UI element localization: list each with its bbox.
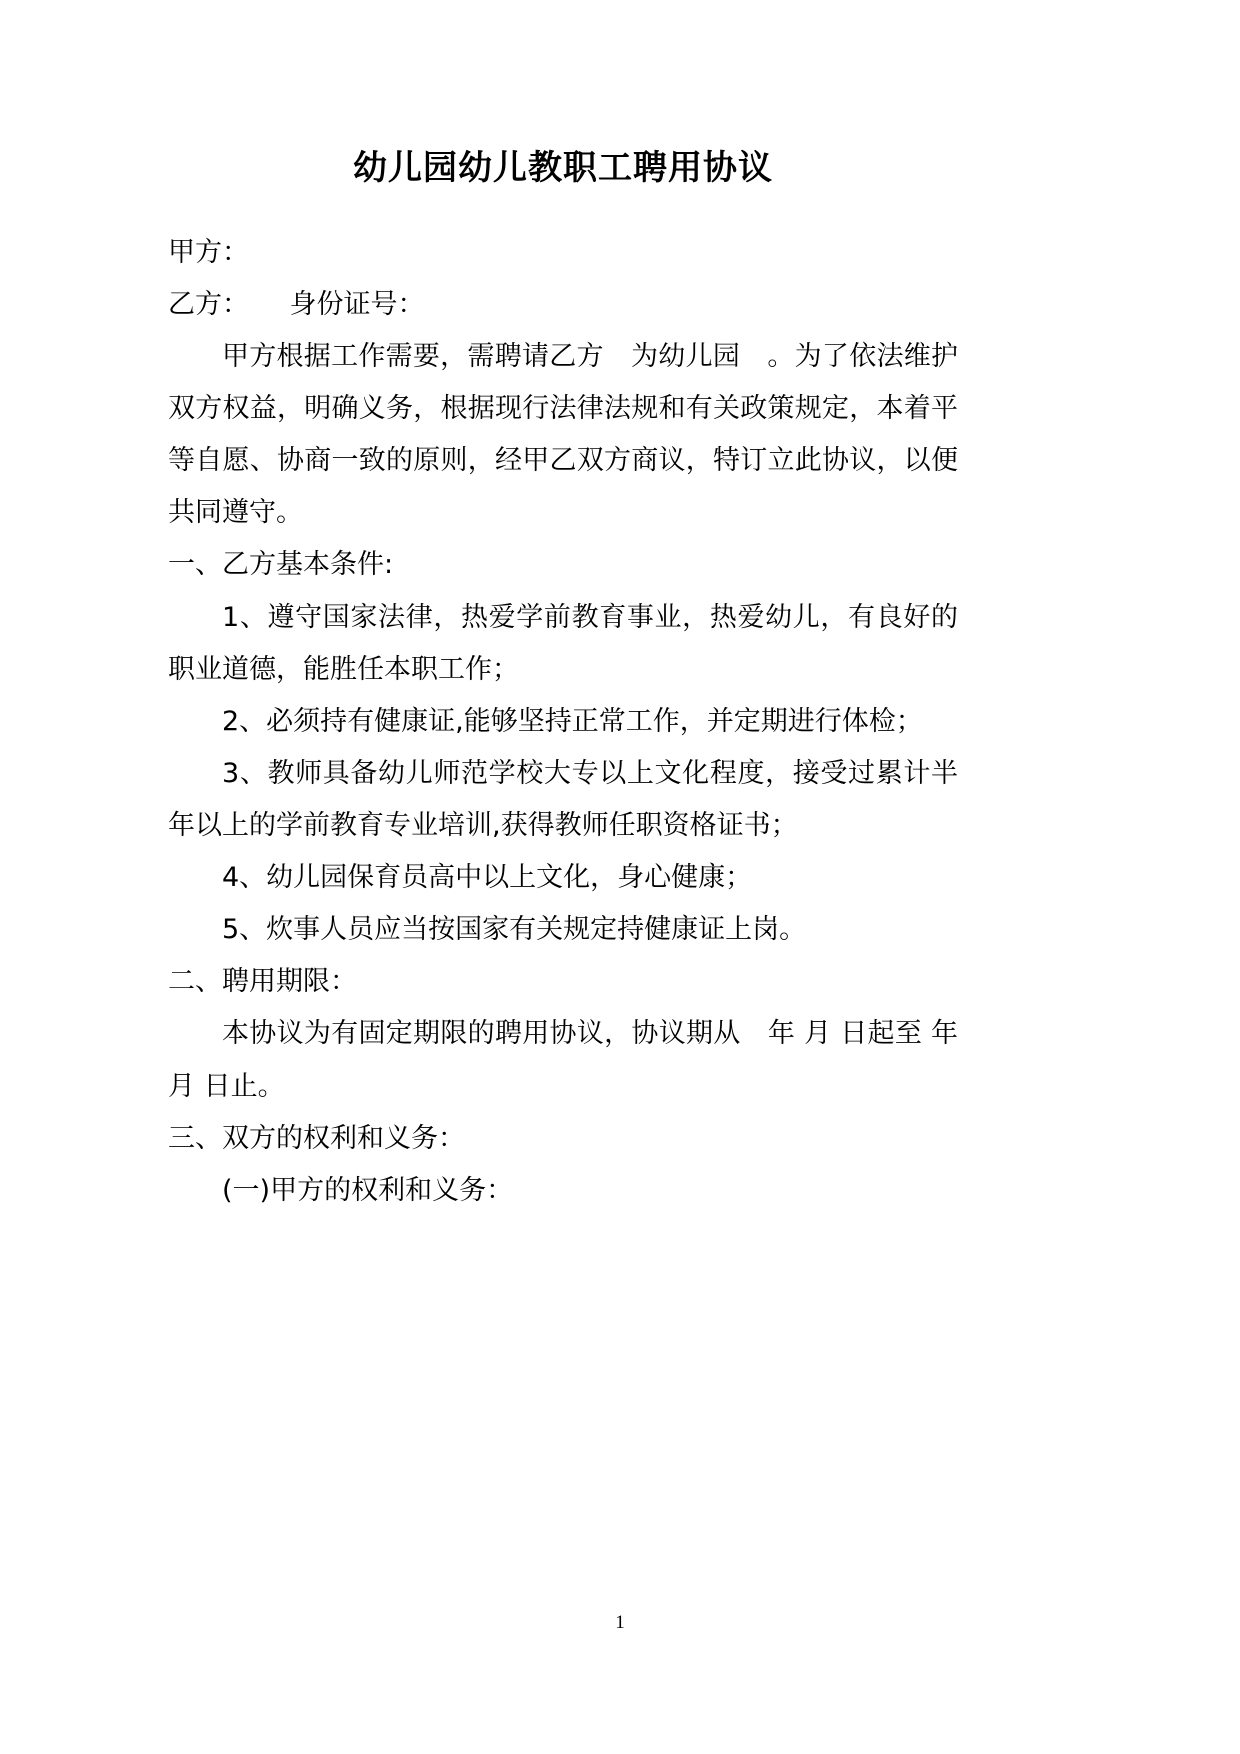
paragraph-party-a: 甲方： [168,236,249,268]
heading-section-one: 一、乙方基本条件: [168,549,394,581]
heading-section-three: 三、双方的权利和义务： [168,1122,465,1154]
page-number: 1 [615,1612,625,1633]
document-body [168,0,958,1217]
list-item-4: 4、幼儿园保育员高中以上文化，身心健康； [222,862,753,894]
list-item-1: 1、遵守国家法律，热爱学前教育事业，热爱幼儿，有良好的职业道德，能胜任本职工作； [168,601,958,685]
paragraph-preamble: 甲方根据工作需要，需聘请乙方 为幼儿园 。为了依法维护双方权益，明确义务，根据现行法律法规和有关政策规定，本着平等自愿、协商一致的原则，经甲乙双方商议，特订立此协议，以便共同遵守。 [168,341,958,529]
list-item-3: 3、教师具备幼儿师范学校大专以上文化程度，接受过累计半年以上的学前教育专业培训,获得教师任职资格证书； [168,757,958,841]
heading-subsection-a: (一)甲方的权利和义务： [222,1174,514,1206]
list-item-5: 5、炊事人员应当按国家有关规定持健康证上岗。 [222,914,807,946]
paragraph-party-b: 乙方： 身份证号： [168,288,425,320]
heading-section-two: 二、聘用期限： [168,966,357,998]
list-item-2: 2、必须持有健康证,能够坚持正常工作，并定期进行体检； [222,705,923,737]
paragraph-term: 本协议为有固定期限的聘用协议，协议期从 年 月 日起至 年 月 日止。 [168,1018,958,1102]
page-title: 幼儿园幼儿教职工聘用协议 [353,148,773,188]
